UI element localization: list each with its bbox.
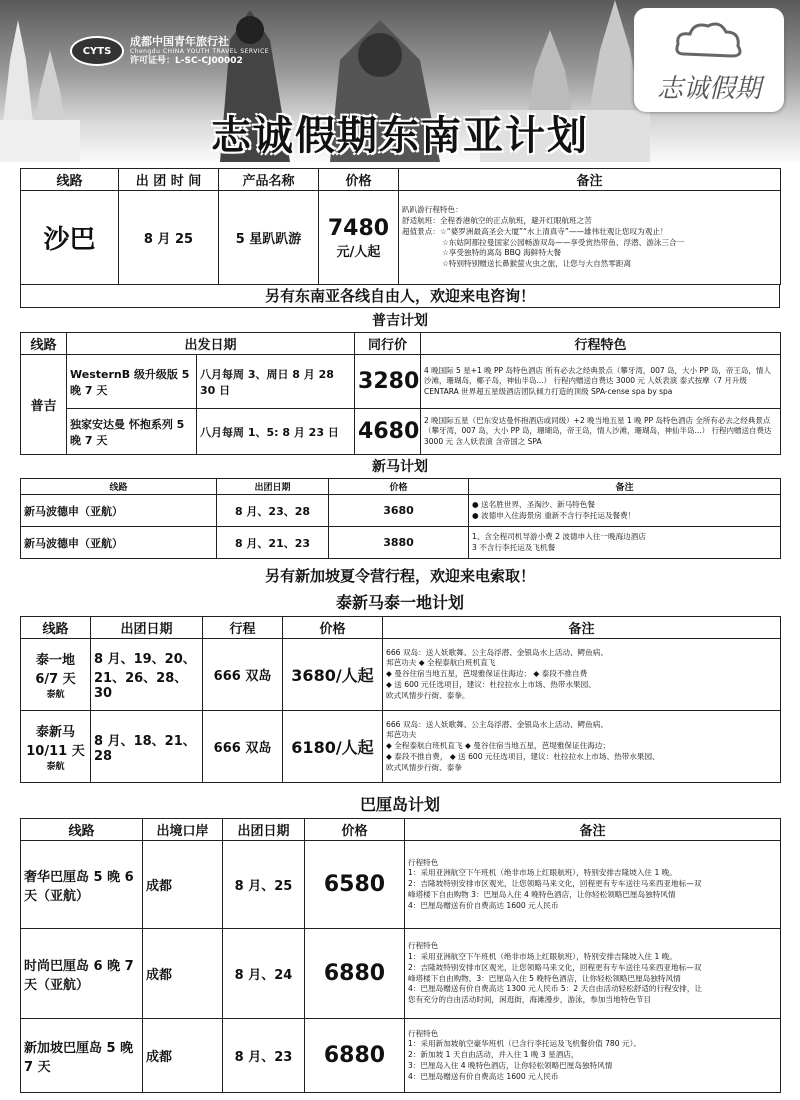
list-item: 行程特色 (408, 941, 439, 951)
price: 6880 (305, 929, 405, 1019)
table-row (21, 841, 781, 929)
table-row (21, 191, 781, 285)
list-item: 欧式风情步行街、泰拳。 (386, 690, 470, 700)
table-row (21, 929, 781, 1019)
list-item: 欧式风情步行街、泰拳 (386, 762, 462, 772)
depart-date: 8 月、18、21、28 (91, 711, 203, 783)
page-title: 志诚假期东南亚计划 (211, 113, 589, 159)
table-row (21, 495, 781, 527)
depart-date: 8 月、25 (223, 841, 305, 929)
list-item: ● 波德申入住海景房 重新不含行李托运及餐费！ (472, 510, 636, 520)
route-name: 新加坡巴厘岛 5 晚 7 天 (21, 1019, 143, 1093)
list-item: 1：采用新加坡航空豪华班机（已含行李托运及飞机餐价值 780 元）。 (408, 1039, 641, 1049)
summer-camp-banner: 另有新加坡夏令营行程，欢迎来电索取！ (264, 567, 535, 585)
price: 4680 (355, 409, 421, 455)
header-price: 价格 (283, 617, 383, 639)
free-travel-banner: 另有东南亚各线自由人，欢迎来电咨询！ (20, 284, 780, 308)
header-price: 价格 (319, 169, 399, 191)
airline: 泰航 (46, 690, 65, 700)
price: 3680 (329, 495, 469, 527)
list-item: 舒适航班：全程香港航空的正点航班，避开红眼航班之苦 (402, 215, 592, 225)
list-item: ◆ 全程泰航白班机直飞 ◆ 曼谷住宿当地五星，芭堤雅保证住海边； (386, 741, 610, 751)
list-item: ☆特别特别赠送长鼻猴萤火虫之旅，让您与大自然零距离 (442, 259, 632, 269)
list-item: 峰塔楼下自由购物，3：巴厘岛入住 5 晚特色酒店，让你轻松领略巴厘岛独特风情 (408, 973, 681, 983)
price: 6180/人起 (283, 711, 383, 783)
table-row (21, 409, 781, 455)
phuket-table (20, 332, 781, 455)
header-date: 出团日期 (91, 617, 203, 639)
header-route: 线路 (21, 479, 217, 495)
route-name: 新马波德申（亚航） (21, 527, 217, 559)
list-item: ☆享受独特的离岛 BBQ 海鲜特大餐 (442, 248, 562, 258)
header-remarks: 备注 (399, 169, 781, 191)
product-name: WesternB 级升级版 5 晚 7 天 (67, 355, 197, 409)
header-remarks: 备注 (405, 819, 781, 841)
section-title-sinmalay: 新马计划 (372, 459, 428, 475)
feature-text: 2 晚国际五星（巴东安达曼怀抱酒店或同级）+2 晚当地五星 1 晚 PP 岛特色酒店 全所有必去之经典景点（攀牙湾，007 岛，大小 PP 岛，珊瑚岛，帝王岛，情人沙滩，珊瑚岛，神仙半岛...） 行程内赠送自费达 3000 元 含人妖表演 含帝国之 SPA (421, 409, 781, 455)
list-item: 3 不含行李托运及飞机餐 (472, 542, 556, 552)
depart-date: 8 月、19、20、21、26、28、30 (91, 639, 203, 711)
route-name: 奢华巴厘岛 5 晚 6 天（亚航） (21, 841, 143, 929)
list-item: ◆ 送 600 元任选项目，建议：杜拉拉水上市场、热带水果园、 (386, 679, 596, 689)
list-item: 趴趴游行程特色： (402, 205, 463, 215)
header-route: 线路 (21, 169, 119, 191)
table-row (21, 527, 781, 559)
route-name: 泰一地 6/7 天 (35, 653, 76, 687)
price: 3280 (355, 355, 421, 409)
agency-block (70, 36, 269, 66)
header-route: 线路 (21, 333, 67, 355)
list-item: 3：巴厘岛入住 4 晚特色酒店，让你轻松领略巴厘岛独特风情 (408, 1060, 613, 1070)
depart-date: 8 月、24 (223, 929, 305, 1019)
license-number: 许可证号：L-SC-CJ00002 (130, 55, 243, 66)
header-price: 同行价 (355, 333, 421, 355)
header-banner (0, 0, 800, 162)
section-title-thai: 泰新马泰一地计划 (335, 593, 464, 612)
header-route: 线路 (21, 819, 143, 841)
list-item: 4：巴厘岛赠送有价自费高达 1600 元人民币 (408, 1071, 559, 1081)
depart-port: 成都 (143, 1019, 223, 1093)
list-item: 1、含全程司机导游小费 2 波德申入住一晚海边酒店 (472, 531, 646, 541)
product-name: 独家安达曼 怀抱系列 5 晚 7 天 (67, 409, 197, 455)
list-item: 666 双岛：送人妖歌舞、公主岛浮潜、金银岛水上活动、鳄鱼病、 (386, 719, 608, 729)
list-item: 行程特色 (408, 1028, 439, 1038)
agency-name-en: Chengdu CHINA YOUTH TRAVEL SERVICE (130, 47, 270, 55)
list-item: 4：巴厘岛赠送有价自费高达 1300 元人民币 5：2 天自由活动轻松舒适的行程安排，让 (408, 984, 703, 994)
route-name: 普吉 (21, 355, 67, 455)
list-item: 2：新加坡 1 天自由活动，并入住 1 晚 3 星酒店， (408, 1050, 579, 1060)
brand-logo-box (634, 8, 784, 112)
list-item: ● 送名胜世界、圣淘沙、新马特色餐 (472, 499, 595, 509)
list-item: 666 双岛：送人妖歌舞、公主岛浮潜、金银岛水上活动、鳄鱼病、 (386, 647, 608, 657)
depart-date: 八月每周 1、5: 8 月 23 日 (197, 409, 355, 455)
route-name: 时尚巴厘岛 6 晚 7 天（亚航） (21, 929, 143, 1019)
list-item: 1：采用亚洲航空下午班机（绝非市场上红眼航班），特别安排吉隆坡入住 1 晚。 (408, 868, 677, 878)
agency-logo: CYTS (70, 36, 124, 66)
list-item: 您有充分的自由活动时间，闲逛街，海滩漫步，游泳，参加当地特色节目 (408, 995, 651, 1005)
depart-date: 8 月、23 (223, 1019, 305, 1093)
cloud-icon (674, 20, 744, 64)
sabah-table (20, 168, 781, 285)
header-product: 产品名称 (219, 169, 319, 191)
section-title-bali: 巴厘岛计划 (359, 795, 440, 814)
header-date: 出发日期 (67, 333, 355, 355)
depart-port: 成都 (143, 929, 223, 1019)
list-item: ◆ 曼谷住宿当地五星，芭堤雅保证住海边； ◆ 泰段不推自费 (386, 669, 588, 679)
depart-date: 八月每周 3、周日 8 月 28 30 日 (197, 355, 355, 409)
thai-table (20, 616, 781, 783)
depart-date: 8 月、23、28 (217, 495, 329, 527)
price: 6580 (305, 841, 405, 929)
header-date: 出 团 时 间 (119, 169, 219, 191)
price-unit: 元/人起 (336, 244, 381, 260)
depart-port: 成都 (143, 841, 223, 929)
list-item: 2：吉隆坡特别安排市区观光，让您领略马来文化，回程更有专车送往马来西亚地标—双 (408, 879, 702, 889)
header-port: 出境口岸 (143, 819, 223, 841)
table-row (21, 1019, 781, 1093)
list-item: 1：采用亚洲航空下午班机（绝非市场上红眼航班），特别安排吉隆坡入住 1 晚。 (408, 951, 677, 961)
list-item: 行程特色 (408, 857, 439, 867)
list-item: 2：吉隆坡特别安排市区观光，让您领略马来文化，回程更有专车送往马来西亚地标—双 (408, 962, 702, 972)
header-remarks: 备注 (383, 617, 781, 639)
section-title-phuket: 普吉计划 (372, 313, 428, 329)
header-price: 价格 (329, 479, 469, 495)
list-item: ◆ 泰段不推自费， ◆ 送 600 元任选项目，建议：杜拉拉水上市场、热带水果园、 (386, 751, 660, 761)
header-route: 线路 (21, 617, 91, 639)
depart-date: 8 月、21、23 (217, 527, 329, 559)
list-item: 邦芭功夫 (386, 730, 417, 740)
price: 3880 (329, 527, 469, 559)
header-itinerary: 行程 (203, 617, 283, 639)
header-date: 出团日期 (223, 819, 305, 841)
sinmalay-table (20, 478, 781, 559)
header-date: 出团日期 (217, 479, 329, 495)
header-price: 价格 (305, 819, 405, 841)
table-row (21, 711, 781, 783)
header-features: 行程特色 (421, 333, 781, 355)
airline: 泰航 (46, 762, 65, 772)
depart-date: 8 月 25 (119, 191, 219, 285)
route-name: 新马波德申（亚航） (21, 495, 217, 527)
price: 7480 (327, 215, 390, 241)
price: 3680/人起 (283, 639, 383, 711)
route-name: 沙巴 (21, 191, 119, 285)
list-item: ☆东姑阿都拉曼国家公园畅游双岛——享受赏热带鱼、浮潜、游泳三合一 (442, 237, 685, 247)
list-item: 超值景点：☆“婆罗洲最高圣会大厦”“水上清真寺”——雄伟壮观让您叹为观止！ (402, 226, 668, 236)
agency-name: 成都中国青年旅行社 (130, 35, 229, 49)
header-remarks: 备注 (469, 479, 781, 495)
list-item: 4：巴厘岛赠送有价自费高达 1600 元人民币 (408, 900, 559, 910)
remarks-list (402, 205, 777, 270)
list-item: 峰塔楼下自由购物 3：巴厘岛入住 4 晚特色酒店，让你轻松领略巴厘岛独特风情 (408, 889, 676, 899)
itinerary: 666 双岛 (203, 711, 283, 783)
brand-name: 志诚假期 (656, 74, 761, 104)
feature-text: 4 晚国际 5 星+1 晚 PP 岛特色酒店 所有必去之经典景点（攀牙湾，007 岛，大小 PP 岛，帝王岛，情人沙滩，珊瑚岛，椰子岛，神仙半岛...） 行程内赠送自费达 3000 元 人妖表演 泰式按摩（7 月升级 CENTARA 世界超五星级酒店团队倾力打造的顶级 SPA-cense spa by spa (421, 355, 781, 409)
table-row (21, 639, 781, 711)
bali-table (20, 818, 781, 1093)
table-row (21, 355, 781, 409)
price: 6880 (305, 1019, 405, 1093)
route-name: 泰新马 10/11 天 (26, 725, 85, 759)
itinerary: 666 双岛 (203, 639, 283, 711)
product-name: 5 星趴趴游 (219, 191, 319, 285)
list-item: 邦芭功夫 ◆ 全程泰航白班机直飞 (386, 658, 496, 668)
